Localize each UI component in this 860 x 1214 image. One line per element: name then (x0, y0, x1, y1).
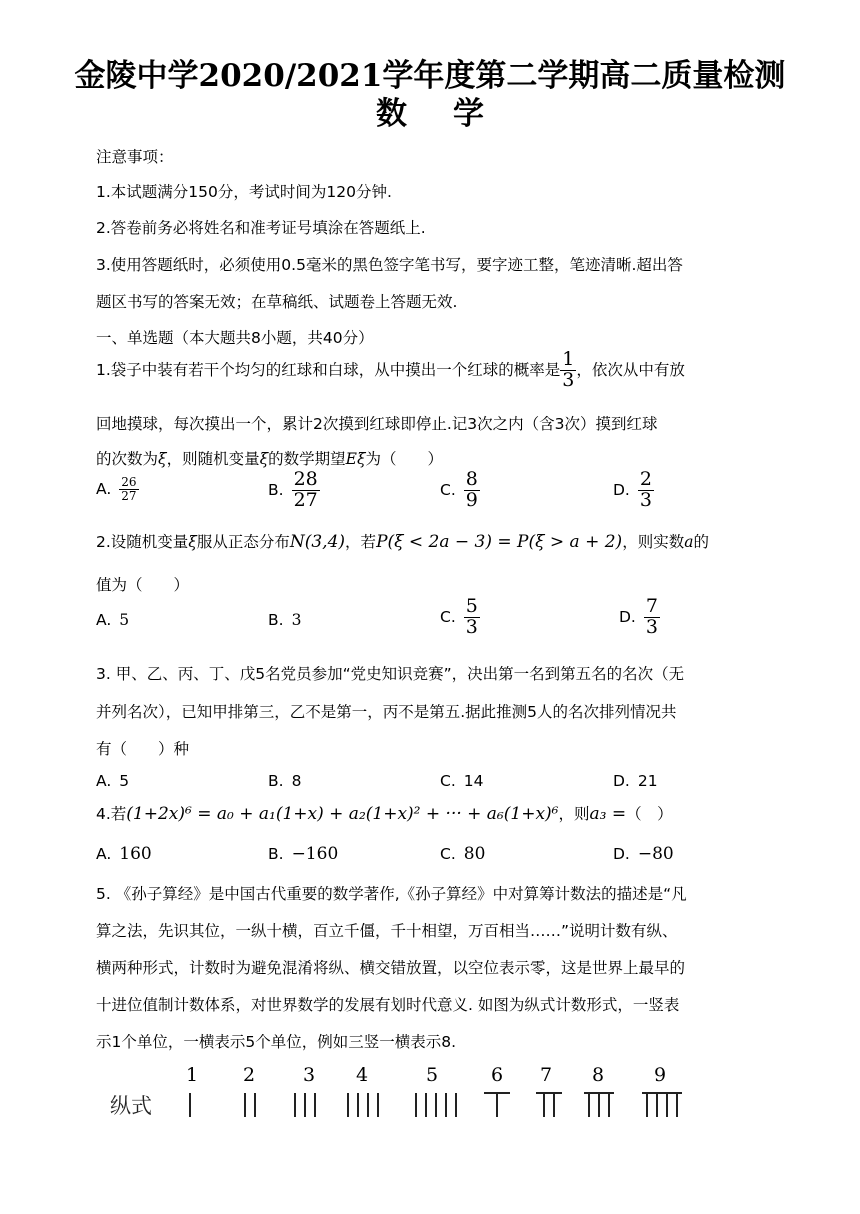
rod-digit-label: 5 (426, 1064, 439, 1086)
counting-rods-figure (108, 1062, 708, 1132)
q4-option-d: D. −80 (613, 844, 674, 864)
q5-line: 横两种形式，计数时为避免混淆将纵、横交错放置，以空位表示零，这是世界上最早的 (96, 959, 686, 977)
q5-line: 示1个单位，一横表示5个单位，例如三竖一横表示8. (96, 1033, 457, 1051)
q4-option-b: B. −160 (268, 844, 339, 864)
q2-line2: 值为（ ） (96, 576, 190, 594)
notice-heading: 注意事项： (96, 148, 174, 166)
rod-digit-label: 2 (243, 1064, 256, 1086)
section-heading: 一、单选题（本大题共8小题，共40分） (96, 329, 374, 347)
rod-digit-label: 8 (592, 1064, 605, 1086)
q1-option-b: B. $\frac{28}{27}$ (268, 468, 318, 511)
notice-item: 题区书写的答案无效；在草稿纸、试题卷上答题无效. (96, 293, 458, 311)
q2-option-b: B. 3 (268, 611, 302, 629)
q1-line3: 的次数为ξ，则随机变量ξ的数学期望Eξ为（ ） (96, 450, 444, 468)
notice-item: 3.使用答题纸时，必须使用0.5毫米的黑色签字笔书写，要字迹工整，笔迹清晰.超出答 (96, 256, 683, 274)
rod-digit-label: 6 (491, 1064, 504, 1086)
rod-digit-label: 4 (356, 1064, 369, 1086)
q4-option-a: A. 160 (96, 844, 152, 864)
q5-line: 5. 《孙子算经》是中国古代重要的数学著作,《孙子算经》中对算筹计数法的描述是“凡 (96, 885, 687, 903)
rod-digit-label: 9 (654, 1064, 667, 1086)
q1-option-a: A. $\frac{26}{27}$ (96, 475, 137, 503)
q2-line1: 2.设随机变量ξ服从正态分布N(3,4)，若P(ξ < 2a − 3) = P(ξ > a + 2)，则实数a的 (96, 532, 709, 552)
q5-line: 十进位值制计数体系，对世界数学的发展有划时代意义. 如图为纵式计数形式，一竖表 (96, 996, 680, 1014)
counting-rods (108, 1062, 708, 1132)
notice-item: 1.本试题满分150分，考试时间为120分钟. (96, 183, 392, 201)
figure-label: 纵式 (110, 1094, 152, 1118)
q1-line1: 1.袋子中装有若干个均匀的红球和白球，从中摸出一个红球的概率是 $\frac{1}{3}$ ，依次从中有放 (96, 348, 685, 391)
q1-option-d: D. $\frac{2}{3}$ (613, 468, 652, 511)
q3-option-c: C. 14 (440, 772, 484, 790)
q5-line: 算之法，先识其位，一纵十横，百立千僵，千十相望，万百相当……”说明计数有纵、 (96, 922, 678, 940)
q4-line1: 4.若(1+2x)⁶ = a₀ + a₁(1+x) + a₂(1+x)² + ··· + a₆(1+x)⁶，则a₃ =（ ） (96, 804, 673, 824)
subject-title: 数 学 (376, 96, 484, 132)
q3-line1: 3. 甲、乙、丙、丁、戊5名党员参加“党史知识竞赛”，决出第一名到第五名的名次（无 (96, 665, 685, 683)
q1-fraction: $\frac{1}{3}$ (562, 348, 575, 391)
q4-option-c: C. 80 (440, 844, 486, 864)
rod-digit-label: 3 (303, 1064, 316, 1086)
q3-option-b: B. 8 (268, 772, 302, 790)
q2-option-a: A. 5 (96, 611, 130, 629)
q2-option-d: D. $\frac{7}{3}$ (619, 595, 658, 638)
q2-option-c: C. $\frac{5}{3}$ (440, 595, 478, 638)
rod-digit-label: 1 (186, 1064, 199, 1086)
q1-line2: 回地摸球，每次摸出一个，累计2次摸到红球即停止.记3次之内（含3次）摸到红球 (96, 415, 658, 433)
rod-digit-label: 7 (540, 1064, 553, 1086)
exam-title: 金陵中学2020/2021学年度第二学期高二质量检测 (74, 58, 786, 94)
q3-option-a: A. 5 (96, 772, 130, 790)
q1-option-c: C. $\frac{8}{9}$ (440, 468, 478, 511)
notice-item: 2.答卷前务必将姓名和准考证号填涂在答题纸上. (96, 219, 426, 237)
q3-option-d: D. 21 (613, 772, 658, 790)
q3-line2: 并列名次），已知甲排第三，乙不是第一，丙不是第五.据此推测5人的名次排列情况共 (96, 703, 677, 721)
q3-line3: 有（ ）种 (96, 740, 190, 758)
